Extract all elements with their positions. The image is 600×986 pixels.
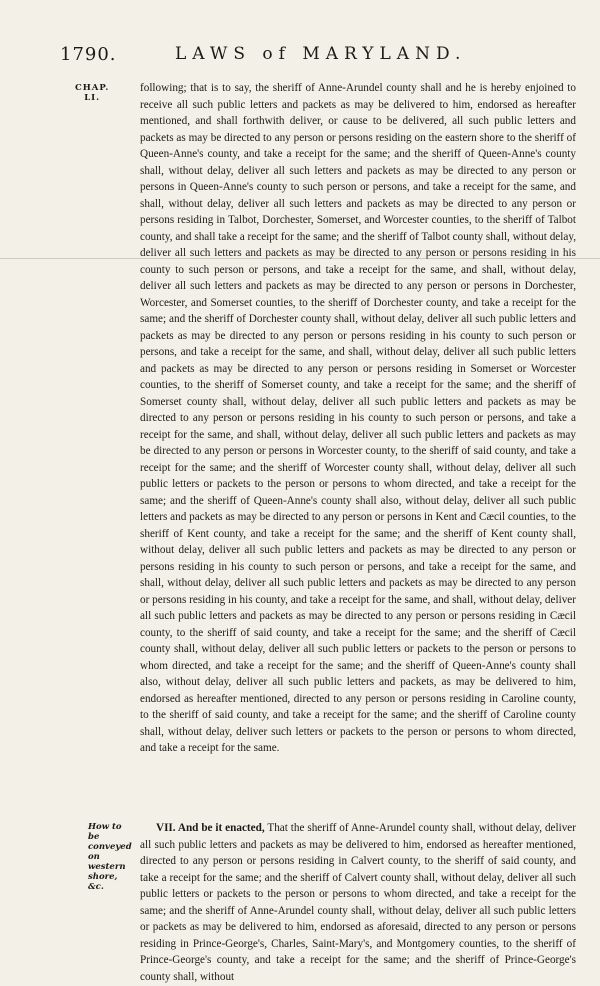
page-header [0,44,600,74]
paragraph-2-text: That the sheriff of Anne-Arundel county shall, without delay, deliver all such public letters and packets as may be delivered to him, endorsed as hereafter mentioned, directed to any person or persons residing in Calvert county, to the sheriff of said county, and take a receipt for the same; and the sheriff of Calvert county shall, without delay, deliver all such public letters or packets to the person or persons to whom directed, and take a receipt for the same; and the sheriff of Anne-Arundel county shall, without delay, deliver all such public letters or packets as may be delivered to him, endorsed as aforesaid, directed to any person or persons residing in Prince-George's, Charles, Saint-Mary's, and Montgomery counties, to the sheriff of Prince-George's county, and take a receipt for the same; and the sheriff of Prince-George's county shall, without [140,822,577,983]
chapter-sidenote [75,83,109,103]
section-lead: VII. And be it enacted, [156,822,265,834]
chapter-label: CHAP. [75,83,110,93]
year: 1790. [60,44,117,65]
paragraph-2 [140,820,576,985]
paragraph-1: following; that is to say, the sheriff of Anne-Arundel county shall and he is hereby enjoined to receive all such public letters and packets as may be delivered to him, endorsed as hereafter mentioned, and shall forthwith deliver, or cause to be delivered, all such public letters and packets as may be directed to any person or persons residing on the eastern shore to the sheriff of Queen-Anne's county, and take a receipt for the same; and the sheriff of Queen-Anne's county shall, without delay, deliver all such letters and packets as may be directed to any person or persons in Queen-Anne's county to such person or persons, and take a receipt for the same, and shall, without delay, deliver all such letters and packets as may be directed to any person or persons residing in Talbot, Dorchester, Somerset, and Worcester counties, to the sheriff of Talbot county, and shall take a receipt for the same; and the sheriff of Talbot county shall, without delay, deliver all such letters and packets as may be directed to any person or persons residing in his county to such person or persons, and take a receipt for the same, and shall, without delay, deliver all such letters and packets as may be directed to any person or persons in Dorchester, Worcester, and Somerset counties, to the sheriff of Dorchester county, and take a receipt for the same; and the sheriff of Dorchester county shall, without delay, deliver all such public letters and packets as may be directed to any person or persons residing in his county to such person or persons, and take a receipt for the same, and shall, without delay, deliver all such public letters and packets as may be directed to any person or persons residing in Somerset or Worcester counties, to the sheriff of Somerset county, and take a receipt for the same; and the sheriff of Somerset county shall, without delay, deliver all such public letters and packets as may be directed to any person or persons residing in his county to such person or persons, and take a receipt for the same, and shall, without delay, deliver all such public letters and packets as may be directed to any person or persons in Worcester county, to the sheriff of said county, and take a receipt for the same; and the sheriff of Worcester county shall, without delay, deliver all such public letters or packets to the person or persons to whom directed, and take a receipt for the same; and the sheriff of Queen-Anne's county shall also, without delay, deliver all such public letters and packets as may be directed to any person or persons in Kent and Cæcil counties, to the sheriff of Kent county, and take a receipt for the same; and the sheriff of Kent county shall, without delay, deliver all such public letters and packets as may be directed to any person or persons residing in his county to such person or persons, and take a receipt for the same, and shall, without delay, deliver all such public letters and packets as may be directed to any person or persons residing in his county, and take a receipt for the same, and shall, without delay, deliver all such public letters and packets as may be directed to any person or persons residing in Cæcil county, to the sheriff of said county, and take a receipt for the same; and the sheriff of Cæcil county shall, without delay, deliver all such public letters or packets to the person or persons to whom directed, and take a receipt for the same; and the sheriff of Queen-Anne's county shall also, without delay, deliver all such public letters and packets, as may be delivered to him, endorsed as hereafter mentioned, directed to any person or persons residing in Caroline county, to the sheriff of said county, and take a receipt for the same; and the sheriff of Caroline county shall, without delay, deliver such letters or packets to the person or persons to whom directed, and take a receipt for the same. [140,82,576,754]
running-title: LAWS of MARYLAND. [175,44,467,64]
margin-note: How to be conveyed on western shore, &c. [88,822,132,892]
chapter-number: LI. [84,93,101,103]
